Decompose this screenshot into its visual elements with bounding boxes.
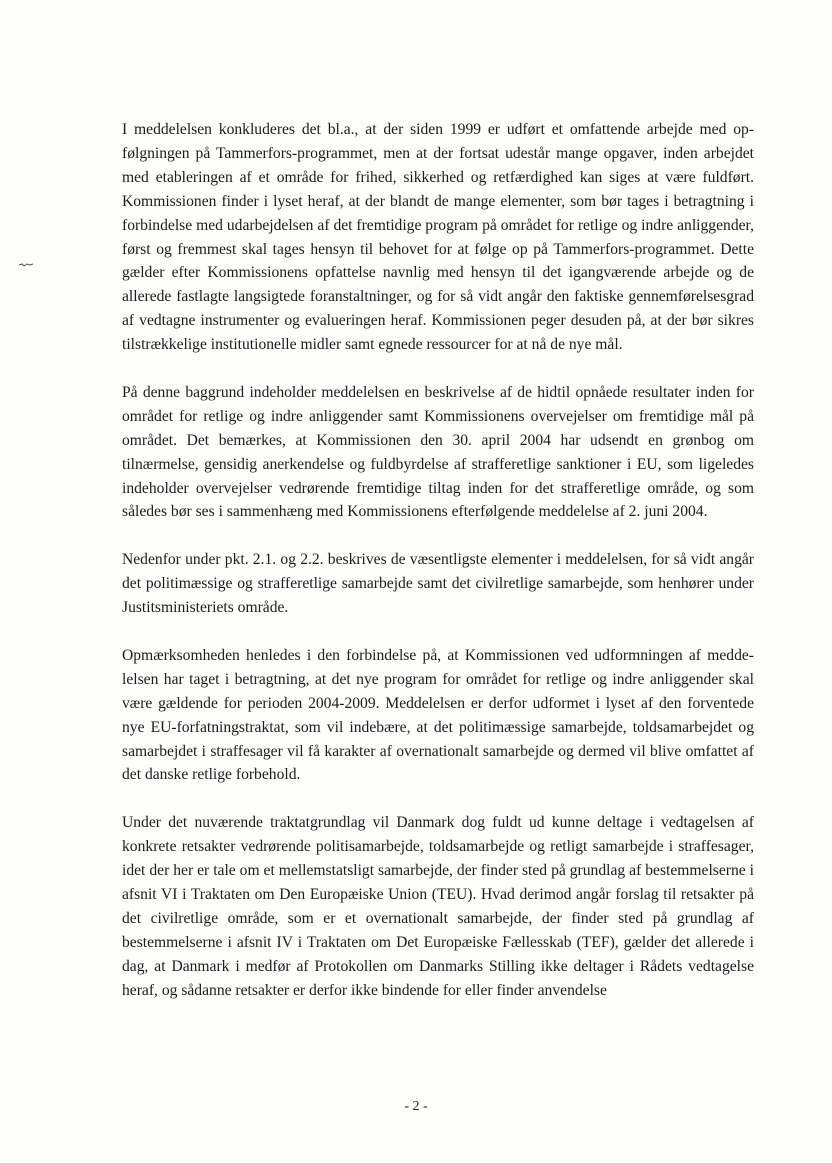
- document-body: [122, 118, 754, 1026]
- paragraph-1: I meddelelsen konkluderes det bl.a., at der siden 1999 er udført et omfattende arbejde med opfølgningen på Tammerfors-programmet, men at der fortsat udestår mange opgaver, inden arbejdet med etableringen af et område for frihed, sikkerhed og retfærdighed kan siges at være fuldført. Kommissionen finder i lyset heraf, at der blandt de mange elementer, som bør tages i betragtning i forbindelse med udarbejdelsen af det fremtidige program på området for retlige og indre anliggender, først og fremmest skal tages hensyn til behovet for at følge op på Tammerfors-programmet. Dette gælder efter Kommissionens opfattelse navnlig med hensyn til det igangværende arbejde og de allerede fastlagte langsigtede foranstaltninger, og for så vidt angår den faktiske gennemførelsesgrad af vedtagne instrumenter og evalueringen heraf. Kommissionen peger desuden på, at der bør sikres tilstrækkelige institutionelle midler samt egnede ressourcer for at nå de nye mål.: [122, 121, 754, 354]
- page-number: - 2 -: [404, 1099, 428, 1114]
- paragraph-3: Nedenfor under pkt. 2.1. og 2.2. beskrives de væsentligste elementer i meddelelsen, for så vidt angår det politimæssige og strafferetlige samarbejde samt det civilretlige samarbejde, som henhører under Justitsministeriets område.: [122, 551, 754, 617]
- margin-scan-mark: [18, 262, 34, 268]
- paragraph-2: På denne baggrund indeholder meddelelsen en beskrivelse af de hidtil opnåede resultater inden for området for retlige og indre anliggender samt Kommissionens overvejelser om fremtidige mål på området. Det bemærkes, at Kommissionen den 30. april 2004 har udsendt en grønbog om tilnærmelse, gensidig anerkendelse og fuldbyrdelse af strafferetlige sanktioner i EU, som ligeledes indeholder overvejelser vedrørende fremtidige tiltag inden for det strafferetlige område, og som således bør ses i sammenhæng med Kommissionens efterfølgende meddelelse af 2. juni 2004.: [122, 383, 754, 521]
- paragraph-4: Opmærksomheden henledes i den forbindelse på, at Kommissionen ved udformningen af meddelelsen har taget i betragtning, at det nye program for området for retlige og indre anliggender skal være gældende for perioden 2004-2009. Meddelelsen er derfor udformet i lyset af den forventede nye EU-forfatningstraktat, som vil indebære, at det politimæssige samarbejde, toldsamarbejdet og samarbejdet i straffesager vil få karakter af overnationalt samarbejde og dermed vil blive omfattet af det danske retlige forbehold.: [122, 646, 754, 784]
- paragraph-5: Under det nuværende traktatgrundlag vil Danmark dog fuldt ud kunne deltage i vedtagelsen af konkrete retsakter vedrørende politisamarbejde, toldsamarbejde og retligt samarbejde i straffesager, idet der her er tale om et mellemstatsligt samarbejde, der finder sted på grundlag af bestemmelserne i afsnit VI i Traktaten om Den Europæiske Union (TEU). Hvad derimod angår forslag til retsakter på det civilretlige område, som er et overnationalt samarbejde, der finder sted på grundlag af bestemmelserne i afsnit IV i Traktaten om Det Europæiske Fællesskab (TEF), gælder det allerede i dag, at Danmark i medfør af Protokollen om Danmarks Stilling ikke deltager i Rådets vedtagelse heraf, og sådanne retsakter er derfor ikke bindende for eller finder anvendelse: [122, 814, 754, 999]
